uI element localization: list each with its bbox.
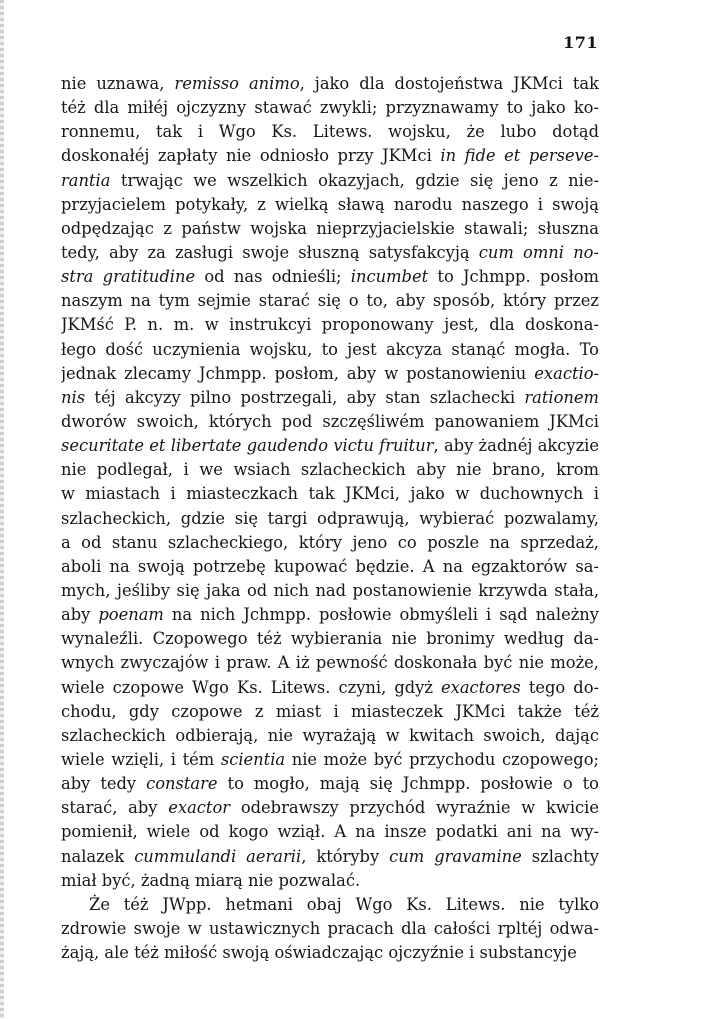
latin-phrase: constare [146, 774, 218, 794]
latin-phrase: remisso animo [174, 74, 300, 93]
latin-phrase: exactor [168, 798, 231, 818]
text-segment: starać, aby [61, 798, 169, 818]
text-segment: nie podlegał, i we wsiach szlacheckich aby nie brano, krom [61, 460, 599, 480]
text-segment: chodu, gdy czopowe z miast i miasteczek JKMci także téż [61, 701, 599, 721]
latin-phrase: scientia [220, 749, 286, 769]
text-line [61, 651, 599, 675]
text-line [61, 772, 599, 796]
text-segment: tedy, aby za zasługi swoje słuszną satysfakcyją [61, 242, 479, 262]
latin-phrase: poenam [98, 605, 164, 625]
text-line [61, 217, 599, 241]
text-segment: szlacheckich, gdzie się targi odprawują, wybierać pozwalamy, [61, 508, 599, 528]
text-line [61, 941, 599, 965]
text-line [61, 676, 599, 700]
text-segment: wynaleźli. Czopowego téż wybierania nie bronimy według da- [61, 629, 599, 649]
text-line [61, 362, 599, 386]
text-line [61, 748, 599, 772]
text-segment: żają, ale téż miłość swoją oświadczając ojczyźnie i substancyje [61, 943, 577, 963]
text-segment: dworów swoich, których pod szczęśliwém panowaniem JKMci [61, 411, 599, 431]
text-segment: téż dla miłéj ojczyzny stawać zwykli; przyznawamy to jako ko- [61, 98, 599, 118]
latin-phrase: cum omni no- [478, 242, 599, 262]
text-segment: zdrowie swoje w ustawicznych pracach dla całości rpltéj odwa- [61, 918, 599, 938]
text-segment: łego dość uczynienia wojsku, to jest akcyza stanąć mogła. To [61, 339, 599, 359]
text-segment: odpędzając z państw wojska nieprzyjacielskie stawali; słuszna [61, 218, 599, 238]
latin-phrase: rationem [524, 387, 599, 407]
text-segment: przyjacielem potykały, z wielką sławą narodu naszego i swoją [61, 194, 599, 214]
text-segment: naszym na tym sejmie starać się o to, aby sposób, który przez [61, 291, 599, 311]
text-line [61, 579, 599, 603]
text-segment: pomienił, wiele od kogo wziął. A na insze podatki ani na wy- [61, 822, 599, 842]
text-segment: wiele czopowe Wgo Ks. Litews. czyni, gdyż [61, 677, 441, 697]
text-segment: szlachty [521, 846, 599, 866]
latin-phrase: securitate et libertate gaudendo victu fruitur [61, 436, 434, 456]
latin-phrase: nis [61, 387, 86, 407]
text-line [61, 482, 599, 506]
text-segment: , jako dla dostojeństwa JKMci tak [299, 74, 599, 93]
text-line [61, 917, 599, 941]
text-segment: wiele wzięli, i tém [61, 749, 221, 769]
text-line [61, 72, 599, 96]
page-number: 171 [563, 33, 598, 52]
text-segment: odebrawszy przychód wyraźnie w kwicie [230, 798, 599, 818]
text-segment: jednak zlecamy Jchmpp. posłom, aby w postanowieniu [61, 363, 535, 383]
text-segment: , któryby [301, 846, 390, 866]
text-segment: trwając we wszelkich okazyjach, gdzie się jeno z nie- [110, 170, 599, 190]
text-segment: mych, jeśliby się jaka od nich nad postanowienie krzywda stała, [61, 580, 599, 600]
text-line [61, 193, 599, 217]
text-line [61, 169, 599, 193]
text-line [61, 410, 599, 434]
text-line [61, 241, 599, 265]
text-segment: to mogło, mają się Jchmpp. posłowie o to [217, 774, 599, 794]
text-segment: nie uznawa, [61, 74, 175, 93]
latin-phrase: rantia [61, 170, 111, 190]
latin-phrase: incumbet [350, 267, 429, 287]
latin-phrase: in fide et perseve- [440, 146, 599, 166]
text-segment: od nas odnieśli; [195, 267, 351, 287]
text-line [61, 893, 599, 917]
text-segment: aby [61, 605, 99, 625]
text-line [61, 869, 599, 893]
text-line [61, 724, 599, 748]
text-line [61, 289, 599, 313]
text-line [61, 120, 599, 144]
text-line [61, 845, 599, 869]
text-line [61, 338, 599, 362]
text-line [61, 265, 599, 289]
text-segment: tego do- [520, 677, 599, 697]
text-segment: JKMść P. n. m. w instrukcyi proponowany jest, dla doskona- [61, 315, 599, 335]
text-line [61, 458, 599, 482]
text-segment: to Jchmpp. posłom [428, 267, 599, 287]
text-line [61, 603, 599, 627]
text-line [61, 796, 599, 820]
text-segment: , aby żadnéj akcyzie [433, 436, 599, 456]
text-line [61, 386, 599, 410]
text-line [61, 820, 599, 844]
scan-edge [0, 0, 4, 1019]
latin-phrase: exactio- [534, 363, 599, 383]
text-segment: na nich Jchmpp. posłowie obmyśleli i sąd należny [163, 605, 599, 625]
text-segment: aby tedy [61, 774, 147, 794]
text-segment: a od stanu szlacheckiego, który jeno co poszle na sprzedaż, [61, 532, 599, 552]
latin-phrase: stra gratitudine [61, 267, 196, 287]
text-segment: Że téż JWpp. hetmani obaj Wgo Ks. Litews. nie tylko [89, 894, 599, 914]
text-segment: wnych zwyczajów i praw. A iż pewność doskonała być nie może, [61, 653, 599, 673]
text-segment: w miastach i miasteczkach tak JKMci, jako w duchownych i [61, 484, 599, 504]
text-segment: nalazek [61, 846, 135, 866]
text-line [61, 531, 599, 555]
text-line [61, 144, 599, 168]
text-segment: ronnemu, tak i Wgo Ks. Litews. wojsku, że lubo dotąd [61, 122, 599, 142]
text-segment: téj akcyzy pilno postrzegali, aby stan szlachecki [85, 387, 525, 407]
text-line [61, 96, 599, 120]
text-body [61, 72, 599, 965]
text-segment: aboli na swoją potrzebę kupować będzie. A na egzaktorów sa- [61, 556, 599, 576]
text-line [61, 313, 599, 337]
text-segment: doskonałéj zapłaty nie odniosło przy JKMci [61, 146, 441, 166]
latin-phrase: cum gravamine [389, 846, 522, 866]
text-line [61, 434, 599, 458]
text-segment: nie może być przychodu czopowego; [285, 749, 599, 769]
latin-phrase: cummulandi aerarii [134, 846, 302, 866]
text-line [61, 555, 599, 579]
text-line [61, 700, 599, 724]
text-segment: szlacheckich odbierają, nie wyrażają w kwitach swoich, dając [61, 725, 599, 745]
text-line [61, 507, 599, 531]
text-segment: miał być, żadną miarą nie pozwalać. [61, 870, 361, 890]
latin-phrase: exactores [441, 677, 521, 697]
text-line [61, 627, 599, 651]
